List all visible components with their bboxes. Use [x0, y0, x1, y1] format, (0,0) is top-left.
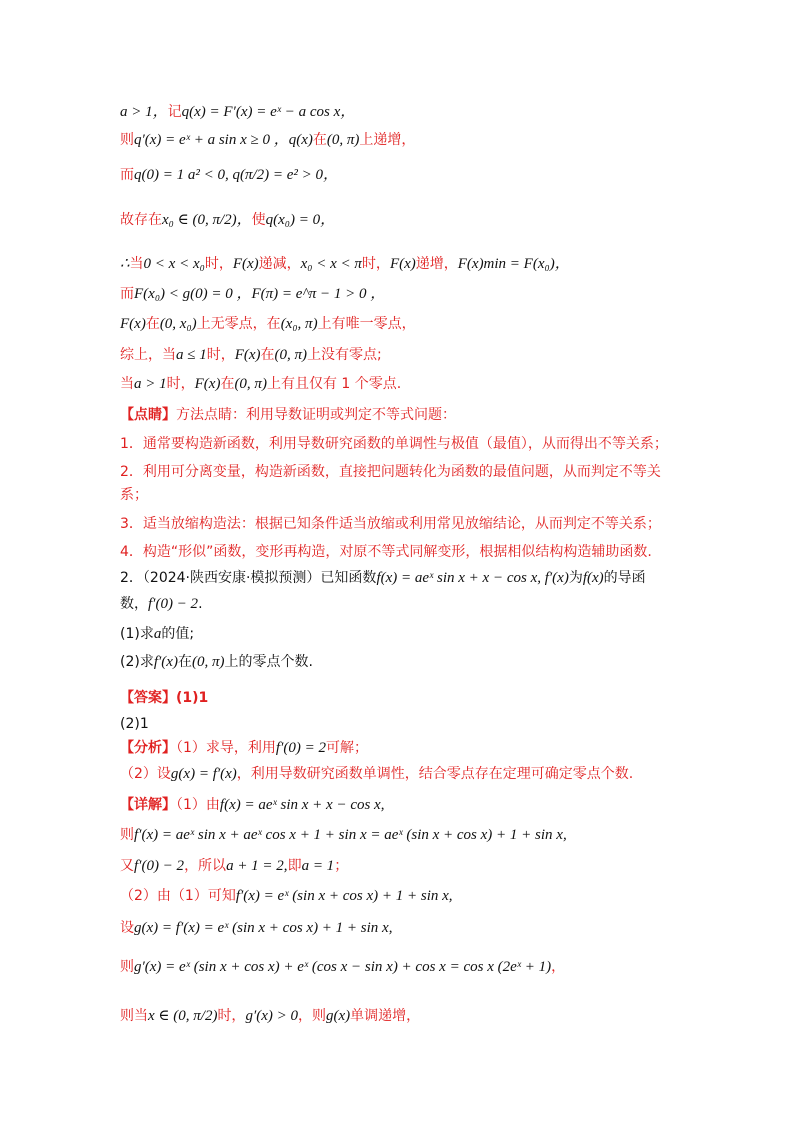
text-run: 方法点睛：利用导数证明或判定不等式问题：: [176, 407, 456, 423]
text-run: 数，: [120, 596, 148, 612]
math-expression: a ≤ 1: [176, 347, 207, 363]
text-run: 又: [120, 858, 134, 874]
text-run: 在: [220, 376, 235, 392]
text-line: [120, 622, 700, 645]
math-expression: (0, π): [191, 654, 225, 670]
text-line: [120, 372, 700, 395]
text-run: 1．通常要构造新函数，利用导数研究函数的单调性与极值（最值），从而得出不等关系；: [120, 436, 668, 452]
text-run: 故存在: [120, 212, 162, 228]
text-line: [120, 650, 700, 673]
text-run: 上的零点个数.: [224, 654, 313, 670]
text-run: （1）求导，利用: [176, 740, 276, 756]
math-expression: q(x₀) = 0，: [265, 212, 336, 228]
text-run: 则当: [120, 1008, 148, 1024]
math-expression: f′(0) − 2: [148, 596, 199, 612]
text-run: 而: [120, 286, 134, 302]
text-run: 则: [120, 827, 134, 843]
text-line: [120, 343, 700, 366]
math-expression: (0, π): [234, 376, 267, 392]
math-expression: F(x)min = F(x₀)，: [457, 256, 570, 272]
text-run: ，利用导数研究函数单调性，结合零点存在定理可确定零点个数.: [236, 766, 634, 782]
text-line: [120, 163, 700, 186]
text-run: 使: [251, 212, 266, 228]
text-line: [120, 884, 700, 907]
text-line: [120, 540, 700, 563]
text-run: 在: [145, 316, 160, 332]
text-run: （2）由（1）可知: [120, 888, 236, 904]
text-line: [120, 793, 700, 816]
math-expression: g′(x) > 0: [245, 1008, 298, 1024]
text-run: 3．适当放缩构造法：根据已知条件适当放缩或利用常见放缩结论，从而判定不等关系；: [120, 516, 661, 532]
text-run: 时，: [166, 376, 195, 392]
text-line: [120, 1004, 700, 1027]
text-run: 上无零点，在: [196, 316, 281, 332]
text-run: 而: [120, 167, 134, 183]
math-expression: q(0) = 1 a² < 0, q(π/2) = e² > 0，: [134, 167, 339, 183]
text-line: [120, 566, 700, 589]
text-run: 在: [312, 132, 327, 148]
text-run: 在: [177, 654, 192, 670]
math-expression: x₀ < x < π: [300, 256, 362, 272]
math-expression: F(x): [120, 316, 146, 332]
math-expression: f′(0) = 2: [275, 740, 326, 756]
math-expression: f′(x) = eˣ (sin x + cos x) + 1 + sin x,: [235, 888, 453, 904]
text-run: 2．利用可分离变量，构造新函数，直接把问题转化为函数的最值问题，从而判定不等关: [120, 464, 661, 480]
text-run: 时，: [206, 347, 235, 363]
text-run: 递减，: [258, 256, 301, 272]
math-expression: a + 1 = 2,: [226, 858, 288, 874]
math-expression: a > 1: [134, 376, 167, 392]
text-run: （1）由: [176, 797, 220, 813]
text-line: [120, 403, 700, 426]
text-run: 上有唯一零点，: [317, 316, 416, 332]
text-run: 当: [120, 376, 134, 392]
text-line: [120, 955, 700, 978]
math-expression: F(x): [232, 256, 259, 272]
math-expression: ∴: [120, 256, 130, 272]
math-expression: g′(x) = eˣ (sin x + cos x) + eˣ (cos x − sin x) + cos x = cos x (2eˣ + 1): [134, 959, 552, 975]
math-expression: a > 1，: [120, 104, 168, 120]
text-run: 时，: [204, 256, 233, 272]
math-expression: f′(x) = aeˣ sin x + aeˣ cos x + 1 + sin x = aeˣ (sin x + cos x) + 1 + sin x,: [134, 827, 567, 843]
text-run: 4．构造“形似”函数，变形再构造，对原不等式同解变形，根据相似结构构造辅助函数.: [120, 544, 652, 560]
text-line: [120, 312, 700, 335]
text-run: (1)求: [120, 626, 154, 642]
math-expression: a = 1: [301, 858, 335, 874]
text-run: 上没有零点;: [307, 347, 382, 363]
text-run: 的导函: [603, 570, 646, 586]
text-line: [120, 252, 700, 275]
text-run: ；: [334, 858, 349, 874]
text-run: ，所以: [184, 858, 227, 874]
text-run: 可解；: [325, 740, 368, 756]
text-run: 上有且仅有 1 个零点.: [266, 376, 402, 392]
math-expression: (0, x₀): [159, 316, 197, 332]
text-run: 系；: [120, 487, 148, 503]
math-expression: f(x) = aeˣ sin x + x − cos x,: [219, 797, 385, 813]
text-run: 2．（2024·陕西安康·模拟预测）已知函数: [120, 570, 377, 586]
math-expression: g(x) = f′(x) = eˣ (sin x + cos x) + 1 + sin x,: [134, 920, 393, 936]
text-run: (2)1: [120, 716, 149, 732]
text-line: [120, 823, 700, 846]
math-expression: g(x) = f′(x): [170, 766, 237, 782]
text-line: [120, 282, 700, 305]
text-run: 即: [287, 858, 302, 874]
math-expression: F(x): [194, 376, 221, 392]
math-expression: F(x): [234, 347, 261, 363]
text-run: 【点睛】: [120, 407, 176, 423]
text-run: (2)求: [120, 654, 154, 670]
text-run: 则: [120, 132, 134, 148]
text-line: [120, 854, 700, 877]
math-expression: F(x₀) < g(0) = 0 ，F(π) = e^π − 1 > 0 ，: [134, 286, 386, 302]
text-run: ，则: [298, 1008, 326, 1024]
text-run: 的值;: [161, 626, 195, 642]
text-run: 递增，: [415, 256, 458, 272]
text-run: 单调递增，: [350, 1008, 421, 1024]
math-expression: F(x): [389, 256, 416, 272]
text-run: 则: [120, 959, 134, 975]
math-expression: 0 < x < x₀: [143, 256, 205, 272]
text-line: [120, 483, 700, 506]
text-line: [120, 512, 700, 535]
text-run: 当: [129, 256, 144, 272]
text-run: 设: [120, 920, 134, 936]
text-line: [120, 128, 700, 151]
text-run: 时，: [361, 256, 390, 272]
text-line: [120, 916, 700, 939]
text-line: [120, 432, 700, 455]
text-line: [120, 460, 700, 483]
text-run: 在: [260, 347, 275, 363]
math-expression: f(x): [582, 570, 604, 586]
text-line: [120, 208, 700, 231]
math-expression: x ∈ (0, π/2): [148, 1008, 218, 1024]
text-run: ，: [551, 959, 566, 975]
math-expression: x₀ ∈ (0, π/2)，: [162, 212, 252, 228]
math-expression: g(x): [326, 1008, 351, 1024]
text-run: 记: [167, 104, 182, 120]
text-line: [120, 686, 700, 709]
math-expression: q′(x) = eˣ + a sin x ≥ 0 ，q(x): [134, 132, 313, 148]
text-run: 【答案】(1)1: [120, 690, 209, 706]
text-run: 为: [568, 570, 583, 586]
math-expression: (x₀, π): [280, 316, 318, 332]
text-run: 【分析】: [120, 740, 176, 756]
text-line: [120, 762, 700, 785]
text-run: 上递增，: [359, 132, 416, 148]
text-line: [120, 100, 700, 123]
text-line: [120, 736, 700, 759]
math-expression: (0, π): [326, 132, 360, 148]
math-expression: a: [153, 626, 162, 642]
text-run: （2）设: [120, 766, 171, 782]
math-expression: (0, π): [274, 347, 308, 363]
text-run: 综上，当: [120, 347, 176, 363]
math-expression: f(x) = aeˣ sin x + x − cos x, f′(x): [376, 570, 569, 586]
text-run: .: [198, 596, 203, 612]
text-run: 时，: [217, 1008, 246, 1024]
math-expression: q(x) = F′(x) = eˣ − a cos x，: [181, 104, 356, 120]
text-line: [120, 592, 700, 615]
text-run: 【详解】: [120, 797, 176, 813]
math-expression: f′(0) − 2: [134, 858, 185, 874]
math-expression: f′(x): [153, 654, 178, 670]
text-line: [120, 712, 700, 735]
